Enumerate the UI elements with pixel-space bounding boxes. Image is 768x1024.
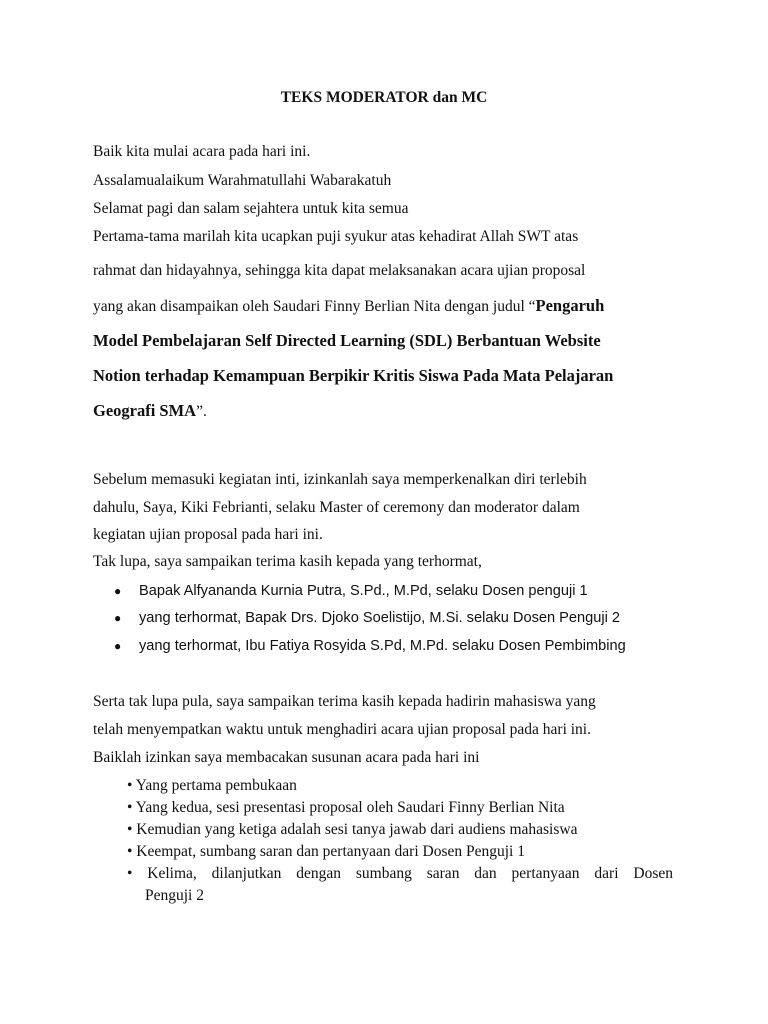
intro-line-3: kegiatan ujian proposal pada hari ini.: [93, 526, 323, 543]
intro-line-4: Tak lupa, saya sampaikan terima kasih kepada yang terhormat,: [93, 553, 482, 570]
opening-line-1: Baik kita mulai acara pada hari ini.: [93, 143, 311, 160]
intro-line-1: Sebelum memasuki kegiatan inti, izinkanlah saya memperkenalkan diri terlebih: [93, 471, 587, 488]
opening-line-6-text: yang akan disampaikan oleh Saudari Finny Berlian Nita dengan judul “: [93, 298, 536, 315]
proposal-title-part-1: Pengaruh: [535, 296, 605, 315]
honored-item-2: yang terhormat, Bapak Drs. Djoko Soelistijo, M.Si. selaku Dosen Penguji 2: [139, 610, 621, 626]
opening-line-4: Pertama-tama marilah kita ucapkan puji syukur atas kehadirat Allah SWT atas: [93, 228, 579, 245]
opening-line-9: [93, 401, 207, 422]
opening-line-5: rahmat dan hidayahnya, sehingga kita dapat melaksanakan acara ujian proposal: [93, 262, 586, 279]
agenda-item-1: • Yang pertama pembukaan: [127, 777, 297, 794]
agenda-item-5-continuation: Penguji 2: [145, 887, 204, 904]
agenda-item-4: • Keempat, sumbang saran dan pertanyaan dari Dosen Penguji 1: [127, 843, 525, 860]
closing-quote: ”.: [196, 403, 207, 420]
document-title: TEKS MODERATOR dan MC: [280, 89, 488, 106]
opening-line-2: Assalamualaikum Warahmatullahi Wabarakatuh: [93, 172, 392, 189]
agenda-item-2: • Yang kedua, sesi presentasi proposal oleh Saudari Finny Berlian Nita: [127, 799, 565, 816]
honored-item-3: yang terhormat, Ibu Fatiya Rosyida S.Pd, M.Pd. selaku Dosen Pembimbing: [139, 638, 626, 654]
bullet-dot-1: ●: [114, 584, 122, 598]
honored-item-1: Bapak Alfyananda Kurnia Putra, S.Pd., M.Pd, selaku Dosen penguji 1: [139, 583, 588, 599]
proposal-title-part-3: Notion terhadap Kemampuan Berpikir Kritis Siswa Pada Mata Pelajaran: [93, 366, 614, 385]
bullet-dot-2: ●: [114, 611, 122, 625]
proposal-title-part-2: Model Pembelajaran Self Directed Learning (SDL) Berbantuan Website: [93, 331, 601, 350]
closing-line-1: Serta tak lupa pula, saya sampaikan terima kasih kepada hadirin mahasiswa yang: [93, 693, 596, 710]
closing-line-2: telah menyempatkan waktu untuk menghadiri acara ujian proposal pada hari ini.: [93, 721, 591, 738]
closing-line-3: Baiklah izinkan saya membacakan susunan acara pada hari ini: [93, 749, 480, 766]
bullet-dot-3: ●: [114, 639, 122, 653]
opening-line-3: Selamat pagi dan salam sejahtera untuk kita semua: [93, 200, 409, 217]
proposal-title-part-4: Geografi SMA: [93, 401, 197, 420]
agenda-item-3: • Kemudian yang ketiga adalah sesi tanya jawab dari audiens mahasiswa: [127, 821, 578, 838]
agenda-item-5: • Kelima, dilanjutkan dengan sumbang saran dan pertanyaan dari Dosen: [127, 865, 673, 882]
intro-line-2: dahulu, Saya, Kiki Febrianti, selaku Master of ceremony dan moderator dalam: [93, 499, 580, 516]
opening-line-6: [93, 296, 604, 317]
